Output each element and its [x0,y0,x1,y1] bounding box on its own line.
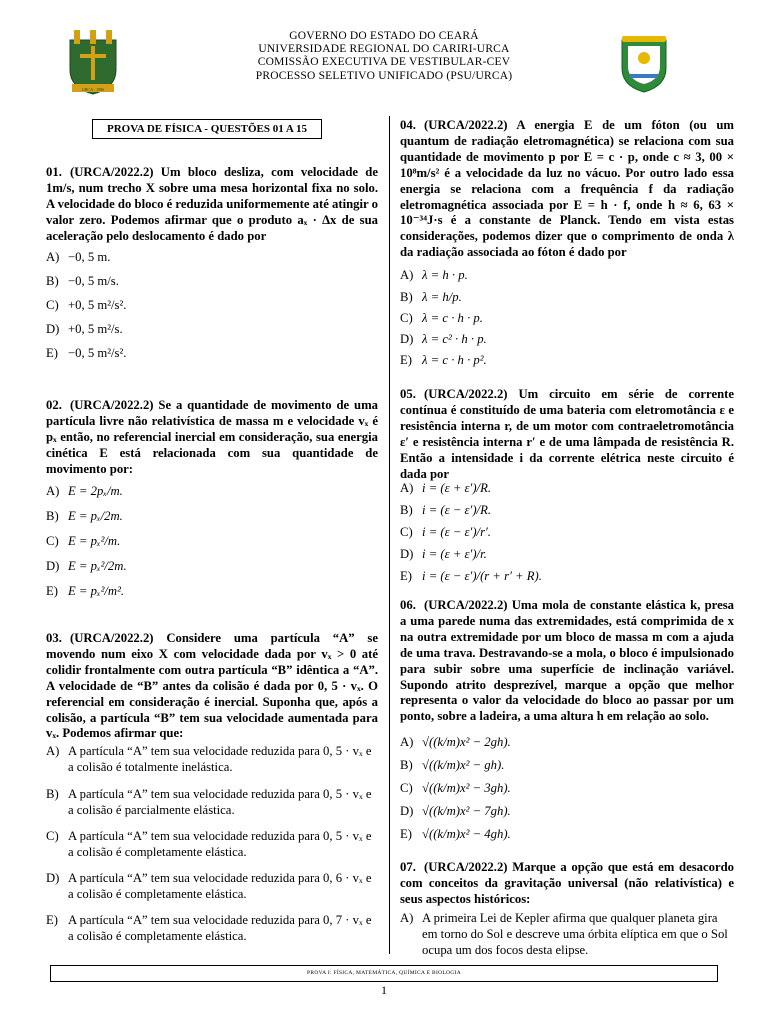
question-03 [46,631,378,742]
option-e[interactable]: E) √((k/m)x² − 4gh). [400,827,511,841]
header-line-4: PROCESSO SELETIVO UNIFICADO (PSU/URCA) [255,69,513,82]
question-01-options [46,250,378,370]
option-d[interactable]: D) λ = c² · h · p. [400,332,487,346]
question-number: 04. [400,118,416,132]
option-d[interactable]: D) +0, 5 m²/s. [46,322,123,336]
option-a[interactable]: A) E = 2pₓ/m. [46,484,123,498]
option-d[interactable]: D) √((k/m)x² − 7gh). [400,804,511,818]
question-07 [400,860,734,908]
question-text: (URCA/2022.2) Um circuito em série de corrente contínua é constituído de uma bateria com eletromotância ε e resistência interna r, de um motor com contraeletromotância ε′ e resistência interna r′ e de uma lâmpada de resistência R. Então a intensidade i da corrente elétrica neste circuito é dada por [400,387,734,481]
question-05 [400,387,734,482]
question-05-options [400,481,734,591]
question-04-options [400,268,734,374]
option-a[interactable]: A) A primeira Lei de Kepler afirma que qualquer planeta gira em torno do Sol e descreve uma órbita elíptica em que o Sol ocupa um dos focos desta elipse. [400,911,728,957]
column-divider [389,116,390,954]
option-d[interactable]: D) E = pₓ²/2m. [46,559,127,573]
question-01 [46,165,378,245]
option-c[interactable]: C) i = (ε − ε′)/r′. [400,525,491,539]
urca-logo-text: URCA · 1986 [81,87,105,92]
question-text: (URCA/2022.2) Marque a opção que está em desacordo com conceitos da gravitação universal (não relativística) e seus aspectos históricos: [400,860,734,906]
option-c[interactable]: C) +0, 5 m²/s². [46,298,127,312]
option-e[interactable]: E) −0, 5 m²/s². [46,346,127,360]
question-02-options [46,484,378,609]
option-a[interactable]: A) √((k/m)x² − 2gh). [400,735,511,749]
exam-footer: PROVA I: FÍSICA, MATEMÁTICA, QUÍMICA E BIOLOGIA [50,965,718,982]
option-b[interactable]: B) −0, 5 m/s. [46,274,119,288]
option-b[interactable]: B) E = pₓ/2m. [46,509,123,523]
option-b[interactable]: B) √((k/m)x² − gh). [400,758,505,772]
question-number: 06. [400,598,416,612]
option-c[interactable]: C) A partícula “A” tem sua velocidade reduzida para 0, 5 · vₓ e a colisão é completamente elástica. [46,829,372,859]
question-number: 07. [400,860,416,874]
question-06 [400,598,734,725]
option-b[interactable]: B) A partícula “A” tem sua velocidade reduzida para 0, 5 · vₓ e a colisão é parcialmente elástica. [46,787,372,817]
option-a[interactable]: A) λ = h · p. [400,268,468,282]
question-number: 01. [46,165,62,179]
option-c[interactable]: C) E = pₓ²/m. [46,534,121,548]
question-02 [46,398,378,478]
option-e[interactable]: E) i = (ε − ε′)/(r + r′ + R). [400,569,542,583]
question-text: (URCA/2022.2) A energia E de um fóton (ou um quantum de radiação eletromagnética) se relaciona com sua quantidade de movimento p por E = c · p, onde c ≈ 3, 00 × 10⁸m/s² é a velocidade da luz no vácuo. Por outro lado essa energia se relaciona com a frequência f da radiação eletromagnética associada por E = h · f, onde h ≈ 6, 63 × 10⁻³⁴J·s é a constante de Planck. Tendo em vista estas considerações, podemos dizer que o comprimento de onda λ da radiação associada ao fóton é dado por [400,118,734,260]
option-b[interactable]: B) i = (ε − ε′)/R. [400,503,492,517]
option-a[interactable]: A) i = (ε + ε′)/R. [400,481,492,495]
header-line-2: UNIVERSIDADE REGIONAL DO CARIRI-URCA [258,43,510,56]
header-line-3: COMISSÃO EXECUTIVA DE VESTIBULAR-CEV [257,56,511,69]
question-text: (URCA/2022.2) Um bloco desliza, com velocidade de 1m/s, num trecho X sobre uma mesa horizontal fixa no solo. A velocidade do bloco é reduzida uniformemente até atingir o valor zero. Podemos afirmar que o produto aₓ · Δx de sua aceleração pelo deslocamento é dado por [46,165,378,243]
page-header [0,30,768,83]
header-line-1: GOVERNO DO ESTADO DO CEARÁ [289,30,479,42]
question-07-options [400,911,734,959]
question-number: 03. [46,631,62,645]
question-06-options [400,735,734,850]
question-text: (URCA/2022.2) Uma mola de constante elástica k, presa a uma parede numa das extremidades, está comprimida de x na outra extremidade por um bloco de massa m com a ajuda de uma trava. Destravando-se a mola, o bloco é impulsionado para subir sobre uma superfície de inclinação variável. Supondo atrito desprezível, marque a opção que melhor representa o valor da velocidade do bloco ao passar por um ponto, sobre a ladeira, a uma altura h em relação ao solo. [400,598,734,724]
question-number: 05. [400,387,416,401]
option-e[interactable]: E) A partícula “A” tem sua velocidade reduzida para 0, 7 · vₓ e a colisão é completamente elástica. [46,913,372,943]
option-e[interactable]: E) E = pₓ²/m². [46,584,125,598]
question-03-options [46,744,378,947]
option-c[interactable]: C) √((k/m)x² − 3gh). [400,781,511,795]
option-d[interactable]: D) i = (ε + ε′)/r. [400,547,487,561]
option-d[interactable]: D) A partícula “A” tem sua velocidade reduzida para 0, 6 · vₓ e a colisão é completamente elástica. [46,871,372,901]
question-number: 02. [46,398,62,412]
exam-title: PROVA DE FÍSICA - QUESTÕES 01 A 15 [92,119,322,139]
question-text: (URCA/2022.2) Se a quantidade de movimento de uma partícula livre não relativística de massa m e velocidade vₓ é pₓ então, no referencial inercial em consideração, sua energia cinética E está relacionada com sua quantidade de movimento por: [46,398,378,476]
option-e[interactable]: E) λ = c · h · p². [400,353,487,367]
option-a[interactable]: A) −0, 5 m. [46,250,111,264]
question-04 [400,118,734,261]
question-text: (URCA/2022.2) Considere uma partícula “A” se movendo num eixo X com velocidade dada por vₓ > 0 até colidir frontalmente com outra partícula “B” idêntica a “A”. A velocidade de “B” antes da colisão é dada por 0, 5 · vₓ. O referencial em consideração é inercial. Suponha que, após a colisão, a partícula “B” tem sua velocidade aumentada para vₓ. Podemos afirmar que: [46,631,378,741]
option-a[interactable]: A) A partícula “A” tem sua velocidade reduzida para 0, 5 · vₓ e a colisão é totalmente inelástica. [46,744,372,774]
page-number: 1 [381,983,387,997]
option-c[interactable]: C) λ = c · h · p. [400,311,483,325]
option-b[interactable]: B) λ = h/p. [400,290,462,304]
